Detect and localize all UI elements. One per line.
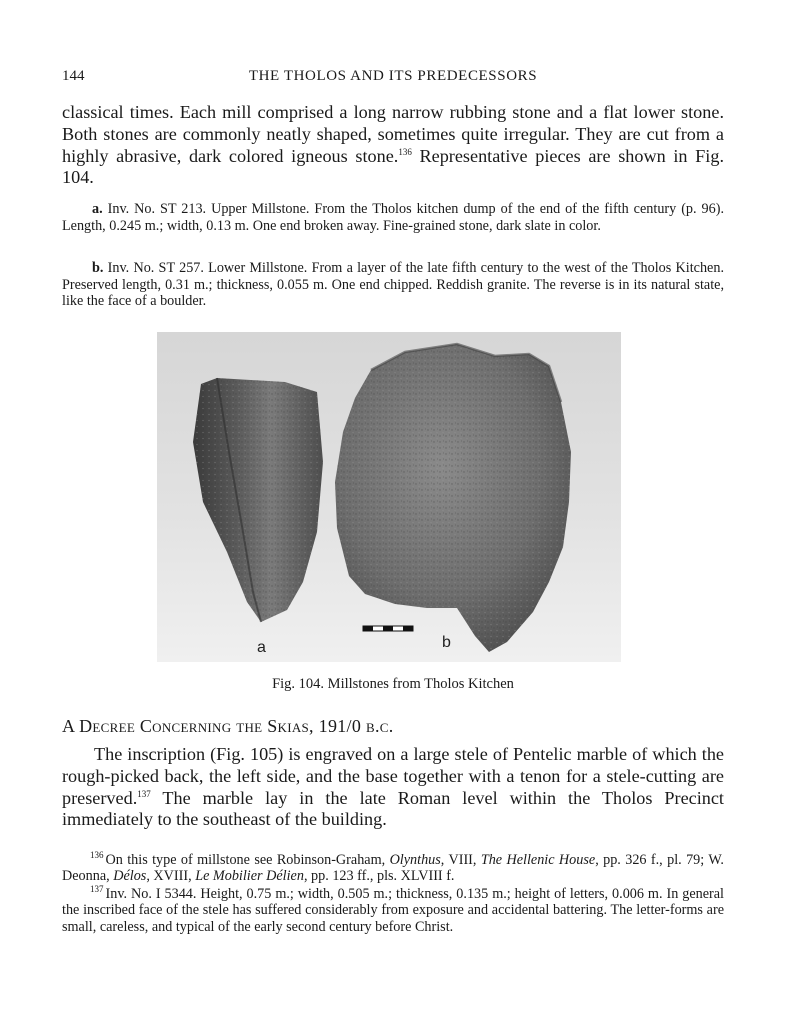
footnote-136-title-hellenic-house: The Hellenic House (480, 852, 596, 868)
footnote-number-136: 136 (90, 850, 104, 861)
running-header (62, 68, 724, 90)
catalogue-label-a: a. (92, 201, 103, 217)
footnote-136-text-5: , pp. 123 ff., pls. XLVIII f. (303, 868, 455, 885)
footnote-136-text-2: , VIII, (440, 852, 481, 868)
catalogue-label-b: b. (92, 260, 104, 276)
footnote-number-137: 137 (90, 884, 104, 895)
body-text: The inscription (Fig. 105) is engraved on a large stele of Pentelic marble of which the rough-picked back, the left side, and the base together with a tenon for a stele-cutting are preserved. (62, 744, 724, 808)
catalogue-entry-b (62, 260, 724, 310)
footnote-ref-136[interactable]: 136 (398, 146, 412, 157)
scale-bar (363, 626, 413, 631)
catalogue-text-a: Inv. No. ST 213. Upper Millstone. From the Tholos kitchen dump of the end of the fifth century (p. 96). Length, 0.245 m.; width, 0.13 m. One end broken away. Fine-grained stone, dark slate in color. (62, 201, 725, 234)
photo-label-b: b (442, 634, 451, 651)
footnote-136-text-1: On this type of millstone see Robinson-Graham, (105, 852, 390, 868)
figure-caption: Fig. 104. Millstones from Tholos Kitchen (272, 676, 514, 692)
footnote-136-title-olynthus: Olynthus (389, 852, 441, 868)
section-heading-era: b.c. (365, 716, 394, 736)
footnote-136-text-4: , XVIII, (146, 868, 196, 885)
millstones-photograph (157, 332, 621, 662)
intro-text: classical times. Each mill comprised a long narrow rubbing stone and a flat lower stone. Both stones are commonly neatly shaped, sometimes quite irregular. They are cut from a highly abrasive, dark colored igneous stone. (62, 102, 724, 166)
intro-paragraph (62, 102, 724, 189)
footnote-136-title-mobilier: Le Mobilier Délien (195, 868, 304, 885)
section-heading-text: A Decree Concerning the Skias, 191/0 (62, 716, 362, 736)
catalogue-text-b: Inv. No. ST 257. Lower Millstone. From a layer of the late fifth century to the west of the Tholos Kitchen. Preserved length, 0.31 m.; thickness, 0.055 m. One end chipped. Reddish granite. The reverse is in its natural state, like the face of a boulder. (62, 260, 724, 310)
body-text-after: The marble lay in the late Roman level within the Tholos Precinct immediately to the southeast of the building. (62, 787, 724, 830)
footnote-137-text: Inv. No. I 5344. Height, 0.75 m.; width, 0.505 m.; thickness, 0.135 m.; height of letters, 0.006 m. In general the inscribed face of the stele has suffered considerably from exposure and accidental battering. The letter-forms are small, careless, and typical of the early second century before Christ. (62, 886, 724, 935)
catalogue-entry-a (62, 201, 724, 234)
footnote-136 (62, 852, 724, 885)
section-heading (62, 716, 724, 737)
footnote-136-text-3: , pp. 326 f., pl. 79; W. Deonna, (62, 852, 724, 885)
footnote-136-title-delos: Délos (113, 868, 147, 885)
footnote-137 (62, 886, 724, 935)
running-title: THE THOLOS AND ITS PREDECESSORS (248, 68, 538, 84)
footnote-ref-137[interactable]: 137 (137, 788, 151, 799)
photo-label-a: a (257, 639, 266, 656)
intro-text-after: Representative pieces are shown in Fig. 104. (62, 145, 724, 188)
page-number: 144 (62, 68, 85, 84)
body-paragraph (62, 744, 724, 831)
